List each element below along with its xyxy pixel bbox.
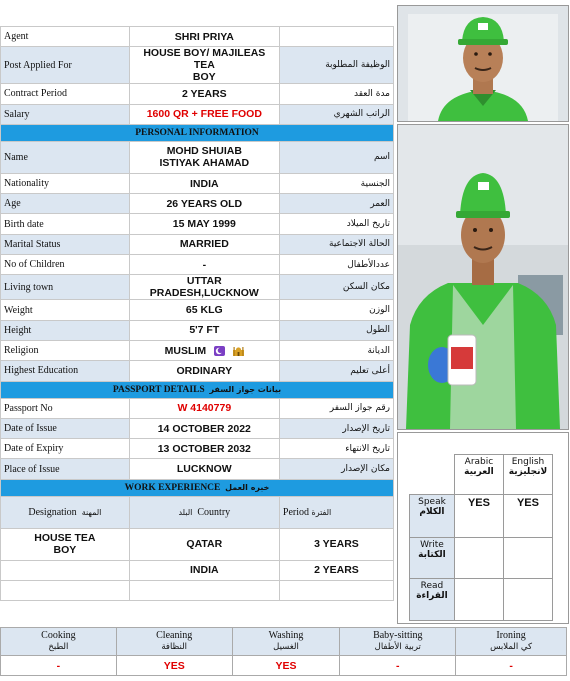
speak-english-value: YES: [503, 495, 552, 538]
issue-date-label: Date of Issue: [1, 418, 130, 438]
mosque-icon: [233, 346, 244, 356]
read-arabic-value: [454, 579, 503, 621]
col-country: البلد Country: [129, 496, 279, 528]
education-ar: أعلى تعليم: [279, 361, 393, 381]
arabic-header: Arabic العربية: [454, 455, 503, 495]
nationality-label: Nationality: [1, 173, 130, 193]
passport-no-value: W 4140779: [129, 398, 279, 418]
personal-info-header: PERSONAL INFORMATION: [1, 124, 394, 141]
skill-ironing-value: -: [456, 656, 567, 676]
weight-value: 65 KLG: [129, 300, 279, 320]
marital-label: Marital Status: [1, 234, 130, 254]
religion-ar: الديانة: [279, 340, 393, 360]
work-experience-header: WORK EXPERIENCE خبره العمل: [1, 479, 394, 496]
post-value: HOUSE BOY/ MAJILEAS TEA BOY: [129, 47, 279, 84]
skill-washing-value: YES: [232, 656, 340, 676]
portrait-photo-image: [398, 6, 568, 121]
expiry-date-ar: تاريخ الانتهاء: [279, 439, 393, 459]
skill-cleaning-label: Cleaning النظافة: [116, 628, 232, 656]
contract-label: Contract Period: [1, 84, 130, 104]
speak-arabic-value: YES: [454, 495, 503, 538]
issue-place-label: Place of Issue: [1, 459, 130, 479]
candidate-full-photo: [397, 124, 569, 430]
weight-label: Weight: [1, 300, 130, 320]
read-label: Read القراءة: [410, 579, 455, 621]
passport-header: PASSPORT DETAILS بيانات جواز السفر: [1, 381, 394, 398]
children-label: No of Children: [1, 255, 130, 275]
issue-date-value: 14 OCTOBER 2022: [129, 418, 279, 438]
candidate-portrait-photo: [397, 5, 569, 122]
skill-cooking-value: -: [1, 656, 117, 676]
contract-value: 2 YEARS: [129, 84, 279, 104]
living-ar: مكان السكن: [279, 275, 393, 300]
age-label: Age: [1, 194, 130, 214]
passport-no-ar: رقم جواز السفر: [279, 398, 393, 418]
language-table: [409, 454, 553, 621]
crescent-moon-icon: [214, 346, 225, 356]
work-row-3-empty: [1, 580, 130, 600]
issue-date-ar: تاريخ الإصدار: [279, 418, 393, 438]
skill-babysitting-label: Baby-sitting تربية الأطفال: [340, 628, 456, 656]
religion-value: MUSLIM: [164, 344, 207, 357]
skill-babysitting-value: -: [340, 656, 456, 676]
expiry-date-value: 13 OCTOBER 2032: [129, 439, 279, 459]
weight-ar: الوزن: [279, 300, 393, 320]
birth-value: 15 MAY 1999: [129, 214, 279, 234]
marital-ar: الحالة الاجتماعية: [279, 234, 393, 254]
passport-no-label: Passport No: [1, 398, 130, 418]
post-ar: الوظيفة المطلوبة: [279, 47, 393, 84]
post-label: Post Applied For: [1, 47, 130, 84]
height-ar: الطول: [279, 320, 393, 340]
birth-label: Birth date: [1, 214, 130, 234]
read-english-value: [503, 579, 552, 621]
salary-label: Salary: [1, 104, 130, 124]
col-designation: Designation المهنة: [1, 496, 130, 528]
education-value: ORDINARY: [129, 361, 279, 381]
work-row-2-designation: [1, 560, 130, 580]
agent-label: Agent: [1, 27, 130, 47]
skills-table: [0, 627, 567, 676]
skill-washing-label: Washing الغسيل: [232, 628, 340, 656]
write-label: Write الكتابة: [410, 538, 455, 579]
issue-place-value: LUCKNOW: [129, 459, 279, 479]
work-row-2-period: 2 YEARS: [279, 560, 393, 580]
birth-ar: تاريخ الميلاد: [279, 214, 393, 234]
education-label: Highest Education: [1, 361, 130, 381]
nationality-value: INDIA: [129, 173, 279, 193]
children-ar: عددالأطفال: [279, 255, 393, 275]
religion-cell: [129, 340, 279, 360]
col-period: Period الفترة: [279, 496, 393, 528]
english-header: English لانجليزية: [503, 455, 552, 495]
age-value: 26 YEARS OLD: [129, 194, 279, 214]
height-value: 5'7 FT: [129, 320, 279, 340]
full-photo-image: [398, 125, 568, 429]
write-english-value: [503, 538, 552, 579]
speak-label: Speak الكلام: [410, 495, 455, 538]
name-ar: اسم: [279, 141, 393, 173]
salary-value: 1600 QR + FREE FOOD: [129, 104, 279, 124]
write-arabic-value: [454, 538, 503, 579]
skill-ironing-label: Ironing كي الملابس: [456, 628, 567, 656]
religion-label: Religion: [1, 340, 130, 360]
expiry-date-label: Date of Expiry: [1, 439, 130, 459]
work-row-1-period: 3 YEARS: [279, 528, 393, 560]
work-row-2-country: INDIA: [129, 560, 279, 580]
name-label: Name: [1, 141, 130, 173]
marital-value: MARRIED: [129, 234, 279, 254]
agent-value: SHRI PRIYA: [129, 27, 279, 47]
skill-cleaning-value: YES: [116, 656, 232, 676]
language-skills-panel: [397, 432, 569, 624]
living-label: Living town: [1, 275, 130, 300]
agent-ar: [279, 27, 393, 47]
work-row-1-designation: HOUSE TEA BOY: [1, 528, 130, 560]
name-value: MOHD SHUIAB ISTIYAK AHAMAD: [129, 141, 279, 173]
candidate-info-table: [0, 26, 394, 601]
issue-place-ar: مكان الإصدار: [279, 459, 393, 479]
height-label: Height: [1, 320, 130, 340]
skill-cooking-label: Cooking الطبخ: [1, 628, 117, 656]
living-value: UTTAR PRADESH,LUCKNOW: [129, 275, 279, 300]
nationality-ar: الجنسية: [279, 173, 393, 193]
contract-ar: مدة العقد: [279, 84, 393, 104]
work-row-1-country: QATAR: [129, 528, 279, 560]
children-value: -: [129, 255, 279, 275]
age-ar: العمر: [279, 194, 393, 214]
salary-ar: الراتب الشهري: [279, 104, 393, 124]
